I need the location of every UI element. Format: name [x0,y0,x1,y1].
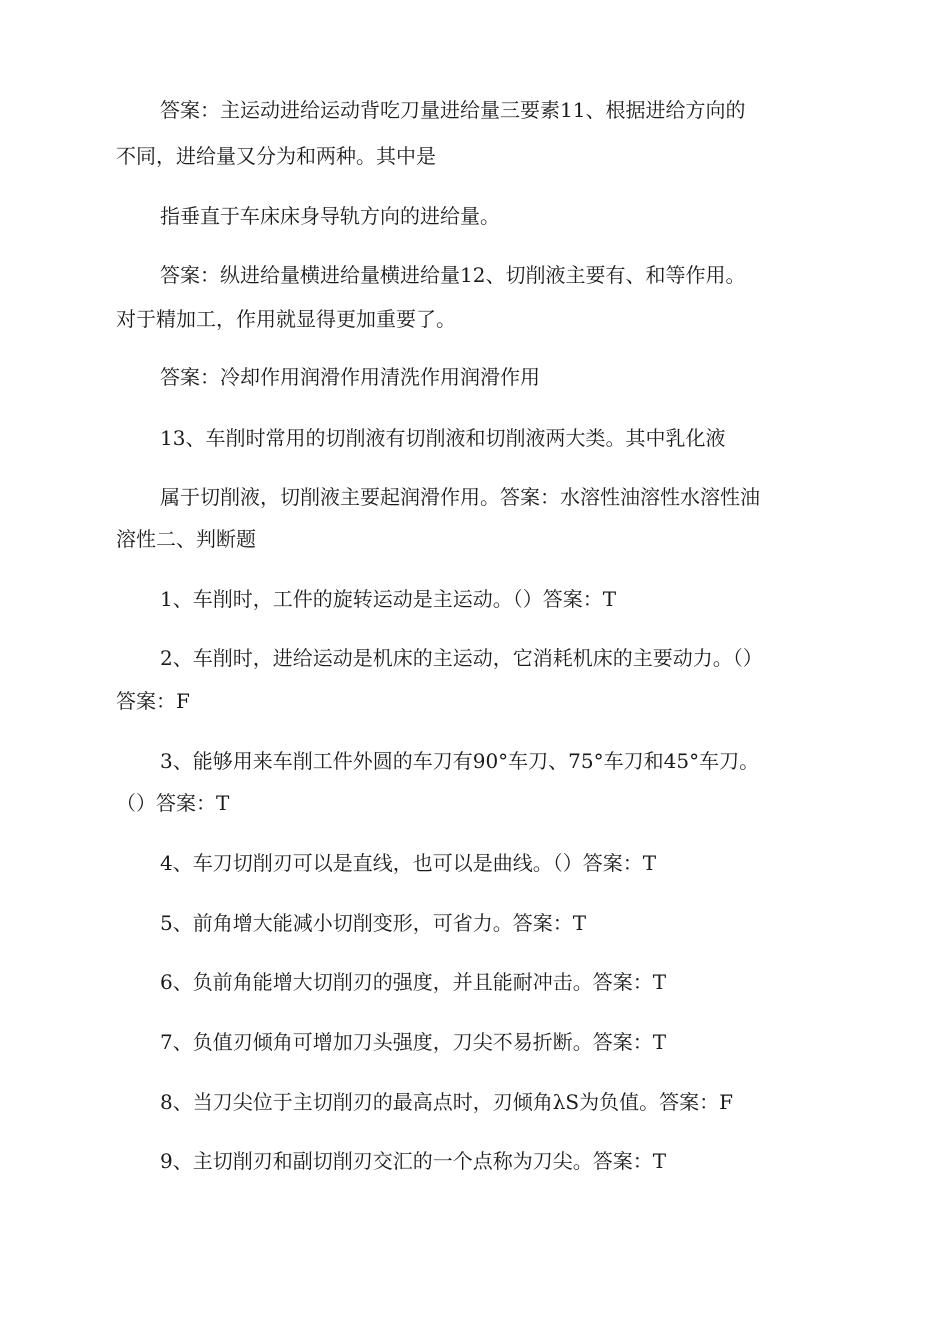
paragraph-line: 溶性二、判断题 [116,527,256,551]
paragraph-line: 不同，进给量又分为和两种。其中是 [116,144,436,168]
paragraph-line: 指垂直于车床床身导轨方向的进给量。 [160,204,500,228]
question-item: 4、车刀切削刃可以是直线，也可以是曲线。（）答案：T [160,851,657,875]
question-item: 6、负前角能增大切削刃的强度，并且能耐冲击。答案：T [160,970,667,994]
question-item: 8、当刀尖位于主切削刃的最高点时，刃倾角λS为负值。答案：F [160,1090,733,1114]
paragraph-line: 答案：纵进给量横进给量横进给量12、切削液主要有、和等作用。 [160,263,746,287]
paragraph-line: 13、车削时常用的切削液有切削液和切削液两大类。其中乳化液 [160,426,726,450]
question-item: 2、车削时，进给运动是机床的主运动，它消耗机床的主要动力。（） [160,646,763,670]
paragraph-line: 属于切削液，切削液主要起润滑作用。答案：水溶性油溶性水溶性油 [160,485,760,509]
paragraph-line: 答案：冷却作用润滑作用清洗作用润滑作用 [160,365,540,389]
question-answer: 答案：F [116,689,190,713]
question-item: 3、能够用来车削工件外圆的车刀有90°车刀、75°车刀和45°车刀。 [160,749,760,773]
question-item: 7、负值刃倾角可增加刀头强度，刀尖不易折断。答案：T [160,1030,667,1054]
question-answer: （）答案：T [116,791,230,815]
question-item: 9、主切削刃和副切削刃交汇的一个点称为刀尖。答案：T [160,1149,667,1173]
question-item: 1、车削时，工件的旋转运动是主运动。（）答案：T [160,587,617,611]
question-item: 5、前角增大能减小切削变形，可省力。答案：T [160,911,587,935]
paragraph-line: 对于精加工，作用就显得更加重要了。 [116,307,456,331]
paragraph-line: 答案：主运动进给运动背吃刀量进给量三要素11、根据进给方向的 [160,98,746,122]
